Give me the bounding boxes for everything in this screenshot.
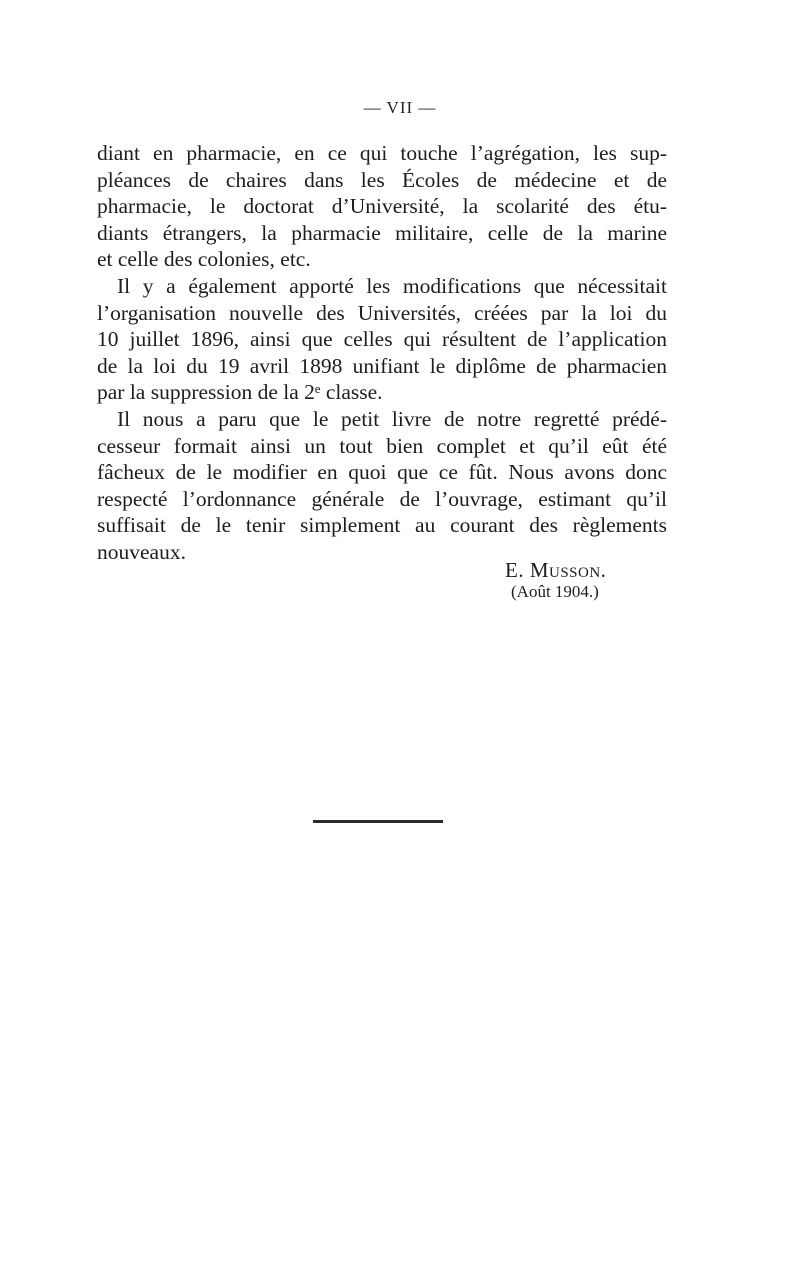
paragraph-3	[97, 406, 667, 566]
text-line: pléances de chaires dans les Écoles de médecine et de	[97, 167, 667, 192]
text-line: 10 juillet 1896, ainsi que celles qui résultent de l’application	[97, 327, 667, 352]
author-name: Musson.	[529, 558, 607, 582]
text-line: Il nous a paru que le petit livre de notre regretté prédé-	[117, 406, 667, 431]
text-line: l’organisation nouvelle des Universités, créées par la loi du	[97, 300, 667, 325]
text-line: diants étrangers, la pharmacie militaire, celle de la marine	[97, 220, 667, 245]
text-line: fâcheux de le modifier en quoi que ce fût. Nous avons donc	[97, 460, 667, 485]
text-line: pharmacie, le doctorat d’Université, la scolarité des étu-	[97, 194, 667, 219]
paragraph-1	[97, 140, 667, 273]
text-line: suffisait de le tenir simplement au courant des règlements	[97, 513, 667, 538]
signature-date: (Août 1904.)	[511, 582, 599, 601]
author-signature	[505, 558, 606, 583]
text-line: respecté l’ordonnance générale de l’ouvrage, estimant qu’il	[97, 486, 667, 511]
text-line: Il y a également apporté les modifications que nécessitait	[117, 273, 667, 298]
body-text	[97, 140, 667, 566]
text-line: diant en pharmacie, en ce qui touche l’agrégation, les sup-	[97, 141, 667, 165]
text-line: cesseur formait ainsi un tout bien complet et qu’il eût été	[97, 433, 667, 458]
paragraph-2	[97, 273, 667, 406]
horizontal-rule	[313, 820, 443, 823]
page-number-header: — VII —	[363, 98, 437, 117]
text-line: et celle des colonies, etc.	[97, 247, 311, 272]
text-line: nouveaux.	[97, 539, 186, 564]
text-line: de la loi du 19 avril 1898 unifiant le diplôme de pharmacien	[97, 353, 667, 378]
text-line: par la suppression de la 2ᵉ classe.	[97, 380, 383, 405]
author-initial: E.	[505, 558, 525, 582]
